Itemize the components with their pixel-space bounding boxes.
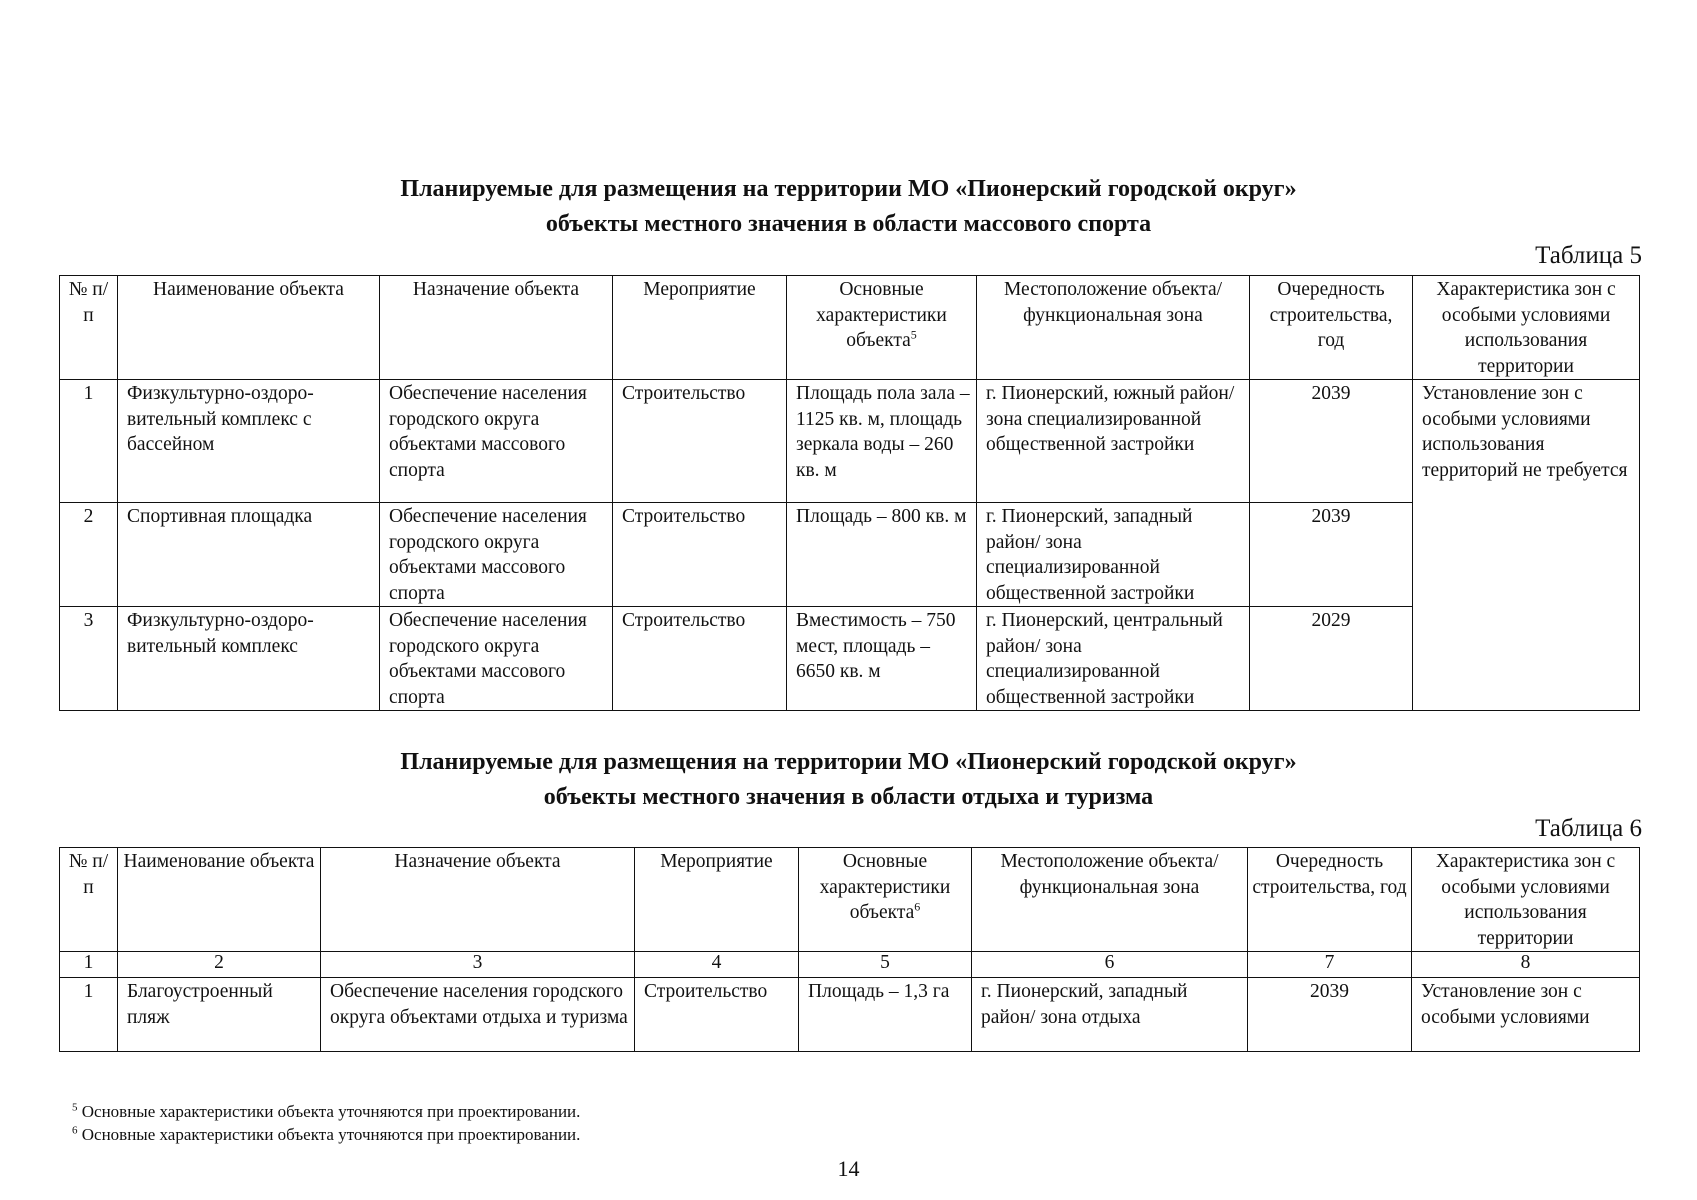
column-number: 7 xyxy=(1248,952,1412,978)
footnote-5 xyxy=(72,1100,580,1123)
column-number: 4 xyxy=(635,952,799,978)
footnote-6 xyxy=(72,1123,580,1146)
footnote-mark: 6 xyxy=(72,1124,78,1137)
header-purpose: Назначение объекта xyxy=(321,848,635,952)
cell-year: 2029 xyxy=(1250,607,1413,711)
column-number: 2 xyxy=(118,952,321,978)
cell-action: Строительство xyxy=(613,503,787,607)
table-row xyxy=(60,503,1640,607)
cell-characteristics: Площадь пола зала – 1125 кв. м, площадь зеркала воды – 260 кв. м xyxy=(787,380,977,503)
header-name: Наименование объекта xyxy=(118,276,380,380)
cell-location: г. Пионерский, западный район/ зона отдыха xyxy=(972,978,1248,1052)
footnote-ref: 6 xyxy=(914,899,921,914)
header-location: Местоположение объекта/ функциональная зона xyxy=(972,848,1248,952)
cell-purpose: Обеспечение населения городского округа объектами массового спорта xyxy=(380,503,613,607)
cell-zones: Установление зон с особыми условиями xyxy=(1412,978,1640,1052)
header-characteristics-text: Основные характеристики объекта xyxy=(819,851,951,923)
cell-year: 2039 xyxy=(1250,503,1413,607)
table-row xyxy=(60,607,1640,711)
cell-name: Благоустроенный пляж xyxy=(118,978,321,1052)
table5-label: Таблица 5 xyxy=(1535,242,1642,269)
header-zones: Характеристика зон с особыми условиями использования территории xyxy=(1412,848,1640,952)
column-number: 1 xyxy=(60,952,118,978)
table6-title-line1: Планируемые для размещения на территории МО «Пионерский городской округ» xyxy=(400,749,1297,775)
table5 xyxy=(59,275,1640,711)
table5-header-row xyxy=(60,276,1640,380)
cell-name: Спортивная площадка xyxy=(118,503,380,607)
footnote-ref: 5 xyxy=(910,327,917,342)
header-num: № п/п xyxy=(60,848,118,952)
header-characteristics xyxy=(799,848,972,952)
cell-action: Строительство xyxy=(635,978,799,1052)
cell-action: Строительство xyxy=(613,380,787,503)
cell-purpose: Обеспечение населения городского округа объектами массового спорта xyxy=(380,607,613,711)
header-location: Местоположение объекта/ функциональная зона xyxy=(977,276,1250,380)
table6-title-line2: объекты местного значения в области отдыха и туризма xyxy=(543,784,1154,810)
header-purpose: Назначение объекта xyxy=(380,276,613,380)
cell-location: г. Пионерский, южный район/ зона специализированной общественной застройки xyxy=(977,380,1250,503)
cell-characteristics: Площадь – 800 кв. м xyxy=(787,503,977,607)
header-num: № п/п xyxy=(60,276,118,380)
footnotes xyxy=(72,1100,580,1146)
footnote-text: Основные характеристики объекта уточняются при проектировании. xyxy=(81,1102,581,1121)
cell-name: Физкультурно-оздоро-вительный комплекс с бассейном xyxy=(118,380,380,503)
column-numbers-row xyxy=(60,952,1640,978)
table6-title xyxy=(0,745,1697,815)
header-zones: Характеристика зон с особыми условиями использования территории xyxy=(1413,276,1640,380)
cell-purpose: Обеспечение населения городского округа объектами отдыха и туризма xyxy=(321,978,635,1052)
table5-title-line2: объекты местного значения в области массового спорта xyxy=(545,211,1152,237)
footnote-text: Основные характеристики объекта уточняются при проектировании. xyxy=(81,1125,581,1144)
column-number: 6 xyxy=(972,952,1248,978)
cell-num: 1 xyxy=(60,380,118,503)
cell-characteristics: Площадь – 1,3 га xyxy=(799,978,972,1052)
column-number: 5 xyxy=(799,952,972,978)
cell-year: 2039 xyxy=(1250,380,1413,503)
header-action: Мероприятие xyxy=(635,848,799,952)
cell-num: 2 xyxy=(60,503,118,607)
header-name: Наименование объекта xyxy=(118,848,321,952)
cell-num: 1 xyxy=(60,978,118,1052)
table-row xyxy=(60,978,1640,1052)
header-characteristics xyxy=(787,276,977,380)
table5-title xyxy=(0,172,1697,242)
cell-location: г. Пионерский, центральный район/ зона специализированной общественной застройки xyxy=(977,607,1250,711)
table6 xyxy=(59,847,1640,1052)
table6-header-row xyxy=(60,848,1640,952)
header-order: Очередность строительства, год xyxy=(1250,276,1413,380)
page-number: 14 xyxy=(837,1156,860,1181)
column-number: 3 xyxy=(321,952,635,978)
table6-label: Таблица 6 xyxy=(1535,815,1642,842)
header-order: Очередность строительства, год xyxy=(1248,848,1412,952)
cell-characteristics: Вместимость – 750 мест, площадь – 6650 кв. м xyxy=(787,607,977,711)
table-row xyxy=(60,380,1640,503)
header-action: Мероприятие xyxy=(613,276,787,380)
cell-year: 2039 xyxy=(1248,978,1412,1052)
table5-title-line1: Планируемые для размещения на территории МО «Пионерский городской округ» xyxy=(400,176,1297,202)
footnote-mark: 5 xyxy=(72,1101,78,1114)
header-characteristics-text: Основные характеристики объекта xyxy=(816,279,947,351)
column-number: 8 xyxy=(1412,952,1640,978)
cell-zones-merged: Установление зон с особыми условиями использования территорий не требуется xyxy=(1413,380,1640,711)
cell-location: г. Пионерский, западный район/ зона специализированной общественной застройки xyxy=(977,503,1250,607)
cell-action: Строительство xyxy=(613,607,787,711)
cell-num: 3 xyxy=(60,607,118,711)
cell-purpose: Обеспечение населения городского округа объектами массового спорта xyxy=(380,380,613,503)
cell-name: Физкультурно-оздоро-вительный комплекс xyxy=(118,607,380,711)
